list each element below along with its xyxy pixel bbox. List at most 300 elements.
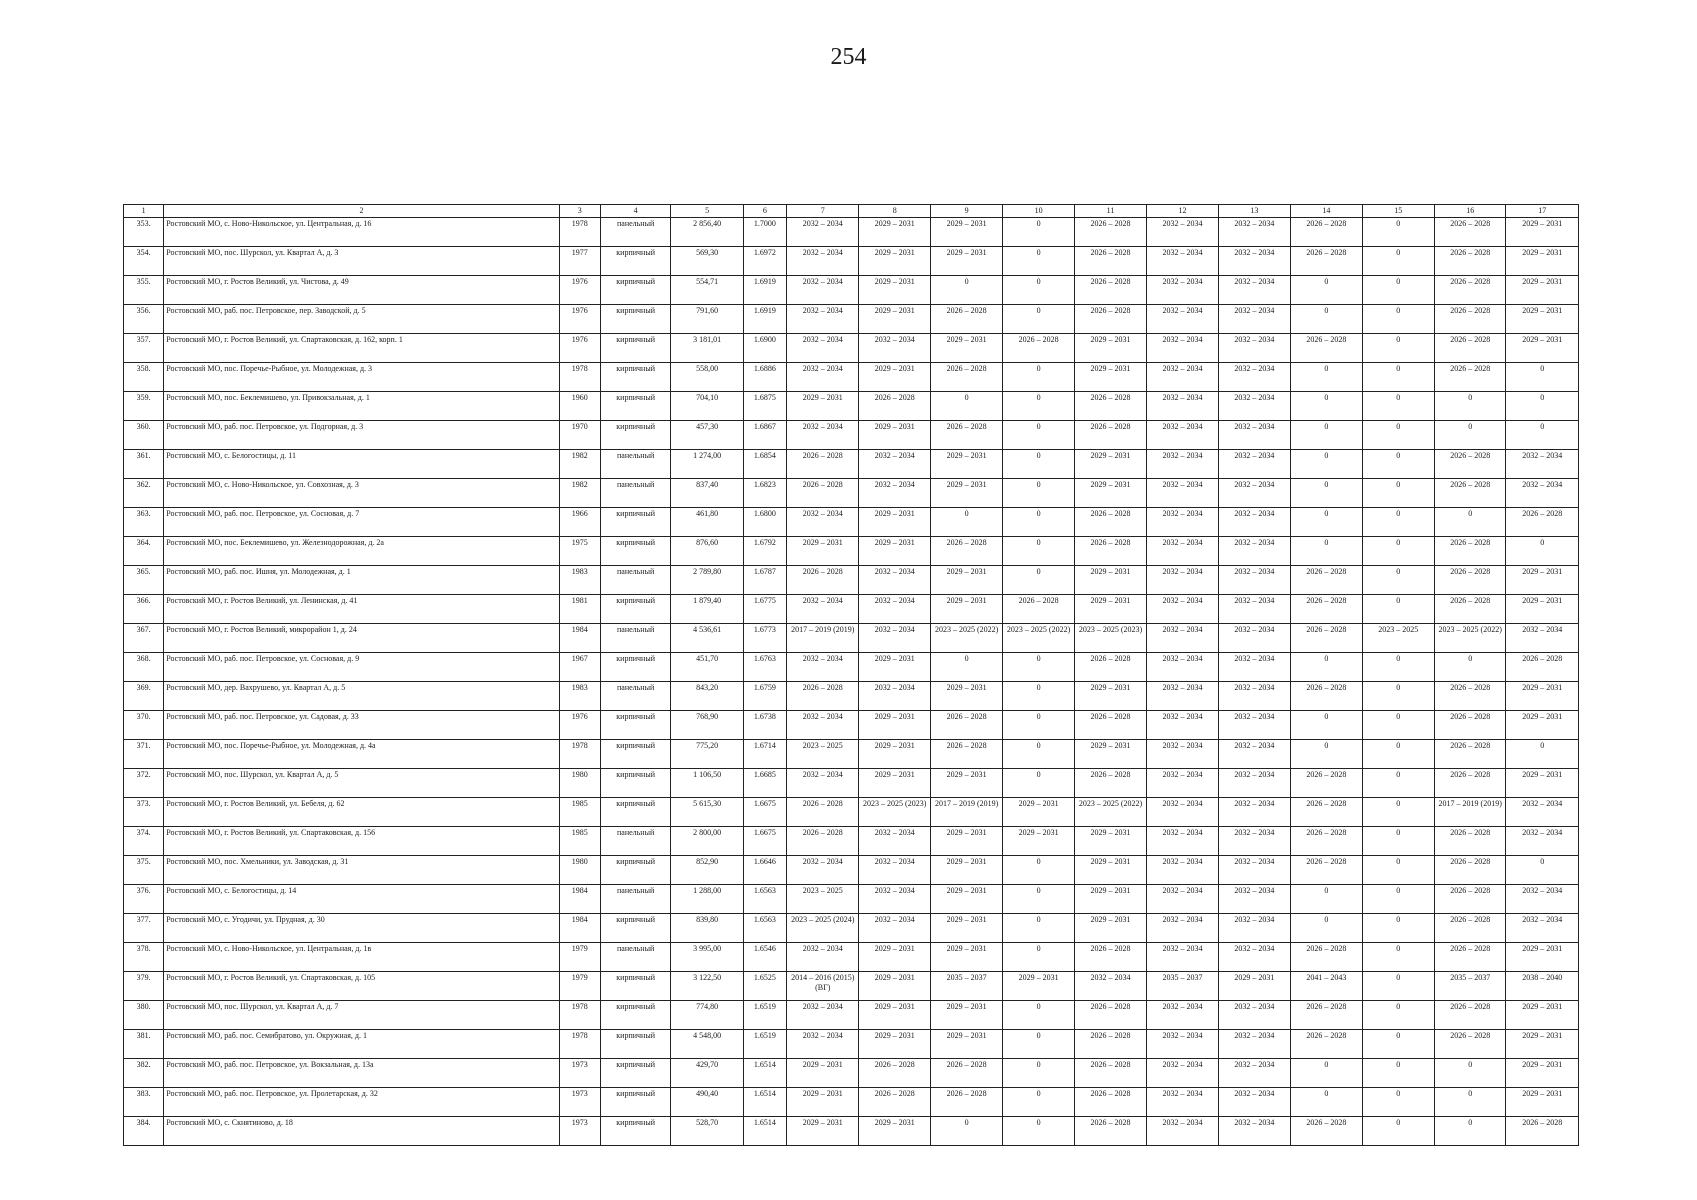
table-cell-col-13: 2032 – 2034 [1218, 798, 1290, 827]
table-cell-col-9: 2026 – 2028 [930, 421, 1002, 450]
table-cell-col-10: 0 [1003, 508, 1074, 537]
table-cell-col-1: 371. [124, 740, 164, 769]
table-cell-col-1: 375. [124, 856, 164, 885]
table-cell-col-14: 2026 – 2028 [1291, 856, 1362, 885]
table-cell-col-15: 0 [1362, 1088, 1434, 1117]
table-cell-col-13: 2032 – 2034 [1218, 653, 1290, 682]
table-cell-col-14: 2026 – 2028 [1291, 943, 1362, 972]
table-cell-col-12: 2032 – 2034 [1147, 247, 1218, 276]
table-cell-col-15: 0 [1362, 682, 1434, 711]
table-cell-col-15: 0 [1362, 508, 1434, 537]
table-cell-col-8: 2029 – 2031 [859, 1001, 930, 1030]
table-cell-col-7: 2029 – 2031 [787, 1117, 859, 1146]
table-row [124, 856, 1579, 885]
table-cell-col-1: 356. [124, 305, 164, 334]
table-cell-col-4: кирпичный [600, 972, 670, 1001]
table-cell-col-17: 2029 – 2031 [1506, 334, 1579, 363]
table-cell-col-2: Ростовский МО, с. Ново-Никольское, ул. Совхозная, д. 3 [164, 479, 559, 508]
table-cell-col-10: 2029 – 2031 [1003, 972, 1074, 1001]
table-cell-col-14: 2026 – 2028 [1291, 682, 1362, 711]
table-cell-col-8: 2032 – 2034 [859, 827, 930, 856]
table-cell-col-17: 0 [1506, 856, 1579, 885]
table-cell-col-7: 2026 – 2028 [787, 682, 859, 711]
column-header-15: 15 [1362, 205, 1434, 218]
table-cell-col-13: 2032 – 2034 [1218, 508, 1290, 537]
table-cell-col-12: 2032 – 2034 [1147, 914, 1218, 943]
table-cell-col-12: 2032 – 2034 [1147, 450, 1218, 479]
table-cell-col-6: 1.6775 [743, 595, 786, 624]
table-cell-col-16: 2026 – 2028 [1434, 363, 1505, 392]
table-cell-col-11: 2029 – 2031 [1074, 827, 1146, 856]
table-cell-col-1: 363. [124, 508, 164, 537]
table-row [124, 885, 1579, 914]
table-cell-col-8: 2029 – 2031 [859, 537, 930, 566]
table-cell-col-4: кирпичный [600, 1117, 670, 1146]
table-cell-col-17: 0 [1506, 421, 1579, 450]
table-cell-col-3: 1976 [559, 334, 600, 363]
table-cell-col-2: Ростовский МО, пос. Беклемишево, ул. Привокзальная, д. 1 [164, 392, 559, 421]
table-cell-col-16: 2026 – 2028 [1434, 856, 1505, 885]
table-cell-col-2: Ростовский МО, раб. пос. Семибратово, ул. Окружная, д. 1 [164, 1030, 559, 1059]
table-cell-col-14: 0 [1291, 740, 1362, 769]
table-cell-col-17: 2029 – 2031 [1506, 682, 1579, 711]
table-cell-col-2: Ростовский МО, пос. Шурскол, ул. Квартал А, д. 7 [164, 1001, 559, 1030]
table-cell-col-1: 374. [124, 827, 164, 856]
table-cell-col-14: 0 [1291, 653, 1362, 682]
table-cell-col-1: 376. [124, 885, 164, 914]
table-cell-col-11: 2026 – 2028 [1074, 1088, 1146, 1117]
table-cell-col-7: 2026 – 2028 [787, 566, 859, 595]
table-cell-col-5: 876,60 [671, 537, 743, 566]
table-cell-col-12: 2032 – 2034 [1147, 566, 1218, 595]
table-cell-col-9: 2029 – 2031 [930, 769, 1002, 798]
table-cell-col-13: 2032 – 2034 [1218, 363, 1290, 392]
table-cell-col-6: 1.6563 [743, 885, 786, 914]
table-cell-col-3: 1976 [559, 711, 600, 740]
table-cell-col-17: 2029 – 2031 [1506, 943, 1579, 972]
table-cell-col-1: 378. [124, 943, 164, 972]
table-cell-col-4: кирпичный [600, 914, 670, 943]
table-cell-col-14: 0 [1291, 363, 1362, 392]
table-cell-col-3: 1982 [559, 479, 600, 508]
table-cell-col-12: 2035 – 2037 [1147, 972, 1218, 1001]
table-cell-col-11: 2026 – 2028 [1074, 305, 1146, 334]
table-cell-col-9: 0 [930, 276, 1002, 305]
table-cell-col-12: 2032 – 2034 [1147, 856, 1218, 885]
table-cell-col-1: 357. [124, 334, 164, 363]
table-cell-col-9: 2029 – 2031 [930, 247, 1002, 276]
table-cell-col-5: 1 274,00 [671, 450, 743, 479]
table-cell-col-16: 2026 – 2028 [1434, 276, 1505, 305]
table-cell-col-12: 2032 – 2034 [1147, 595, 1218, 624]
table-cell-col-16: 0 [1434, 508, 1505, 537]
table-cell-col-11: 2023 – 2025 (2023) [1074, 624, 1146, 653]
table-cell-col-5: 774,80 [671, 1001, 743, 1030]
table-cell-col-13: 2032 – 2034 [1218, 1001, 1290, 1030]
table-cell-col-4: кирпичный [600, 392, 670, 421]
table-cell-col-16: 0 [1434, 1088, 1505, 1117]
table-cell-col-13: 2032 – 2034 [1218, 914, 1290, 943]
table-cell-col-10: 0 [1003, 276, 1074, 305]
table-cell-col-15: 0 [1362, 856, 1434, 885]
table-cell-col-7: 2032 – 2034 [787, 943, 859, 972]
table-cell-col-11: 2029 – 2031 [1074, 856, 1146, 885]
table-cell-col-3: 1976 [559, 276, 600, 305]
table-cell-col-17: 0 [1506, 537, 1579, 566]
table-cell-col-8: 2029 – 2031 [859, 305, 930, 334]
table-cell-col-17: 2029 – 2031 [1506, 218, 1579, 247]
table-cell-col-1: 361. [124, 450, 164, 479]
table-cell-col-2: Ростовский МО, г. Ростов Великий, ул. Ленинская, д. 41 [164, 595, 559, 624]
table-cell-col-14: 0 [1291, 276, 1362, 305]
table-cell-col-3: 1978 [559, 1030, 600, 1059]
table-cell-col-5: 451,70 [671, 653, 743, 682]
table-cell-col-9: 2029 – 2031 [930, 450, 1002, 479]
table-cell-col-4: панельный [600, 682, 670, 711]
table-cell-col-8: 2026 – 2028 [859, 1088, 930, 1117]
table-cell-col-12: 2032 – 2034 [1147, 740, 1218, 769]
table-cell-col-10: 2029 – 2031 [1003, 827, 1074, 856]
table-cell-col-1: 384. [124, 1117, 164, 1146]
table-row [124, 624, 1579, 653]
table-cell-col-8: 2029 – 2031 [859, 653, 930, 682]
table-cell-col-11: 2029 – 2031 [1074, 885, 1146, 914]
table-cell-col-4: кирпичный [600, 740, 670, 769]
table-cell-col-8: 2032 – 2034 [859, 624, 930, 653]
table-cell-col-17: 0 [1506, 363, 1579, 392]
table-cell-col-11: 2029 – 2031 [1074, 740, 1146, 769]
table-cell-col-11: 2026 – 2028 [1074, 1117, 1146, 1146]
table-cell-col-2: Ростовский МО, г. Ростов Великий, ул. Чистова, д. 49 [164, 276, 559, 305]
table-cell-col-8: 2029 – 2031 [859, 943, 930, 972]
table-cell-col-5: 768,90 [671, 711, 743, 740]
table-cell-col-15: 0 [1362, 218, 1434, 247]
table-cell-col-8: 2029 – 2031 [859, 363, 930, 392]
table-cell-col-15: 0 [1362, 305, 1434, 334]
table-cell-col-1: 366. [124, 595, 164, 624]
column-header-9: 9 [930, 205, 1002, 218]
table-cell-col-15: 0 [1362, 972, 1434, 1001]
table-cell-col-12: 2032 – 2034 [1147, 1117, 1218, 1146]
table-cell-col-9: 2026 – 2028 [930, 740, 1002, 769]
table-cell-col-8: 2029 – 2031 [859, 740, 930, 769]
table-cell-col-1: 369. [124, 682, 164, 711]
table-cell-col-6: 1.6972 [743, 247, 786, 276]
table-row [124, 508, 1579, 537]
table-cell-col-10: 0 [1003, 566, 1074, 595]
table-cell-col-12: 2032 – 2034 [1147, 363, 1218, 392]
table-cell-col-6: 1.7000 [743, 218, 786, 247]
table-cell-col-14: 2041 – 2043 [1291, 972, 1362, 1001]
table-cell-col-5: 3 995,00 [671, 943, 743, 972]
table-cell-col-15: 0 [1362, 479, 1434, 508]
table-cell-col-12: 2032 – 2034 [1147, 537, 1218, 566]
table-cell-col-8: 2032 – 2034 [859, 914, 930, 943]
table-cell-col-3: 1979 [559, 943, 600, 972]
table-cell-col-9: 0 [930, 508, 1002, 537]
table-cell-col-3: 1970 [559, 421, 600, 450]
table-cell-col-9: 2029 – 2031 [930, 943, 1002, 972]
table-cell-col-1: 370. [124, 711, 164, 740]
table-row [124, 247, 1579, 276]
column-header-6: 6 [743, 205, 786, 218]
table-cell-col-11: 2026 – 2028 [1074, 1059, 1146, 1088]
table-cell-col-14: 2026 – 2028 [1291, 1030, 1362, 1059]
table-row [124, 798, 1579, 827]
table-cell-col-8: 2029 – 2031 [859, 218, 930, 247]
table-cell-col-5: 2 800,00 [671, 827, 743, 856]
table-cell-col-16: 0 [1434, 1117, 1505, 1146]
table-cell-col-11: 2029 – 2031 [1074, 334, 1146, 363]
table-cell-col-3: 1960 [559, 392, 600, 421]
table-cell-col-10: 0 [1003, 1059, 1074, 1088]
column-header-13: 13 [1218, 205, 1290, 218]
table-cell-col-13: 2032 – 2034 [1218, 943, 1290, 972]
table-cell-col-17: 2029 – 2031 [1506, 1030, 1579, 1059]
table-cell-col-6: 1.6900 [743, 334, 786, 363]
table-cell-col-10: 0 [1003, 363, 1074, 392]
table-cell-col-11: 2023 – 2025 (2022) [1074, 798, 1146, 827]
table-cell-col-10: 0 [1003, 305, 1074, 334]
table-cell-col-16: 2026 – 2028 [1434, 1001, 1505, 1030]
table-cell-col-12: 2032 – 2034 [1147, 798, 1218, 827]
table-cell-col-6: 1.6854 [743, 450, 786, 479]
table-cell-col-3: 1983 [559, 566, 600, 595]
table-cell-col-5: 837,40 [671, 479, 743, 508]
table-cell-col-6: 1.6563 [743, 914, 786, 943]
table-cell-col-13: 2032 – 2034 [1218, 334, 1290, 363]
table-cell-col-11: 2026 – 2028 [1074, 537, 1146, 566]
table-cell-col-1: 381. [124, 1030, 164, 1059]
table-cell-col-6: 1.6875 [743, 392, 786, 421]
table-cell-col-10: 2026 – 2028 [1003, 595, 1074, 624]
table-cell-col-7: 2032 – 2034 [787, 421, 859, 450]
table-cell-col-15: 0 [1362, 276, 1434, 305]
table-cell-col-6: 1.6514 [743, 1059, 786, 1088]
table-cell-col-14: 2026 – 2028 [1291, 247, 1362, 276]
table-cell-col-15: 0 [1362, 769, 1434, 798]
table-cell-col-16: 2026 – 2028 [1434, 885, 1505, 914]
table-cell-col-16: 2026 – 2028 [1434, 595, 1505, 624]
table-cell-col-10: 0 [1003, 769, 1074, 798]
table-body [124, 218, 1579, 1146]
table-cell-col-2: Ростовский МО, с. Ново-Никольское, ул. Центральная, д. 16 [164, 218, 559, 247]
table-cell-col-14: 2026 – 2028 [1291, 1117, 1362, 1146]
table-cell-col-4: кирпичный [600, 276, 670, 305]
table-cell-col-17: 2029 – 2031 [1506, 1001, 1579, 1030]
table-cell-col-15: 0 [1362, 450, 1434, 479]
column-header-14: 14 [1291, 205, 1362, 218]
table-cell-col-1: 359. [124, 392, 164, 421]
table-row [124, 711, 1579, 740]
table-cell-col-10: 0 [1003, 218, 1074, 247]
table-cell-col-7: 2032 – 2034 [787, 653, 859, 682]
table-cell-col-4: кирпичный [600, 305, 670, 334]
table-cell-col-11: 2026 – 2028 [1074, 421, 1146, 450]
table-cell-col-4: кирпичный [600, 334, 670, 363]
table-cell-col-14: 2026 – 2028 [1291, 624, 1362, 653]
table-cell-col-2: Ростовский МО, раб. пос. Петровское, ул. Подгорная, д. 3 [164, 421, 559, 450]
table-cell-col-4: кирпичный [600, 537, 670, 566]
table-cell-col-5: 3 181,01 [671, 334, 743, 363]
table-cell-col-13: 2032 – 2034 [1218, 595, 1290, 624]
table-cell-col-6: 1.6738 [743, 711, 786, 740]
table-cell-col-4: панельный [600, 218, 670, 247]
table-cell-col-6: 1.6519 [743, 1030, 786, 1059]
table-cell-col-12: 2032 – 2034 [1147, 508, 1218, 537]
table-row [124, 682, 1579, 711]
table-cell-col-6: 1.6519 [743, 1001, 786, 1030]
table-cell-col-13: 2032 – 2034 [1218, 624, 1290, 653]
table-cell-col-4: кирпичный [600, 1030, 670, 1059]
table-cell-col-7: 2032 – 2034 [787, 247, 859, 276]
table-cell-col-11: 2026 – 2028 [1074, 711, 1146, 740]
table-cell-col-2: Ростовский МО, раб. пос. Петровское, ул. Сосновая, д. 9 [164, 653, 559, 682]
table-cell-col-11: 2029 – 2031 [1074, 479, 1146, 508]
table-cell-col-2: Ростовский МО, пос. Шурскол, ул. Квартал А, д. 5 [164, 769, 559, 798]
table-cell-col-12: 2032 – 2034 [1147, 218, 1218, 247]
table-cell-col-10: 0 [1003, 856, 1074, 885]
table-cell-col-1: 355. [124, 276, 164, 305]
table-cell-col-10: 0 [1003, 885, 1074, 914]
table-cell-col-6: 1.6714 [743, 740, 786, 769]
table-cell-col-17: 2032 – 2034 [1506, 450, 1579, 479]
table-cell-col-15: 0 [1362, 595, 1434, 624]
table-cell-col-17: 2026 – 2028 [1506, 653, 1579, 682]
table-cell-col-13: 2032 – 2034 [1218, 566, 1290, 595]
table-cell-col-5: 4 548,00 [671, 1030, 743, 1059]
table-cell-col-3: 1978 [559, 1001, 600, 1030]
table-cell-col-7: 2026 – 2028 [787, 479, 859, 508]
table-cell-col-7: 2032 – 2034 [787, 595, 859, 624]
table-cell-col-10: 0 [1003, 682, 1074, 711]
table-cell-col-9: 2029 – 2031 [930, 595, 1002, 624]
table-cell-col-15: 0 [1362, 566, 1434, 595]
table-row [124, 479, 1579, 508]
table-cell-col-2: Ростовский МО, г. Ростов Великий, ул. Спартаковская, д. 162, корп. 1 [164, 334, 559, 363]
table-cell-col-5: 5 615,30 [671, 798, 743, 827]
table-cell-col-12: 2032 – 2034 [1147, 421, 1218, 450]
table-cell-col-13: 2029 – 2031 [1218, 972, 1290, 1001]
table-cell-col-5: 4 536,61 [671, 624, 743, 653]
table-cell-col-12: 2032 – 2034 [1147, 885, 1218, 914]
table-cell-col-14: 2026 – 2028 [1291, 769, 1362, 798]
table-cell-col-8: 2032 – 2034 [859, 885, 930, 914]
table-cell-col-6: 1.6886 [743, 363, 786, 392]
table-cell-col-3: 1976 [559, 305, 600, 334]
table-cell-col-4: панельный [600, 450, 670, 479]
table-cell-col-4: панельный [600, 624, 670, 653]
table-cell-col-11: 2026 – 2028 [1074, 218, 1146, 247]
table-cell-col-8: 2032 – 2034 [859, 856, 930, 885]
table-cell-col-1: 365. [124, 566, 164, 595]
table-cell-col-7: 2026 – 2028 [787, 450, 859, 479]
table-cell-col-3: 1982 [559, 450, 600, 479]
table-cell-col-4: панельный [600, 479, 670, 508]
table-cell-col-7: 2032 – 2034 [787, 276, 859, 305]
table-cell-col-9: 2017 – 2019 (2019) [930, 798, 1002, 827]
table-cell-col-4: кирпичный [600, 363, 670, 392]
table-cell-col-9: 2026 – 2028 [930, 537, 1002, 566]
table-cell-col-3: 1980 [559, 769, 600, 798]
table-cell-col-12: 2032 – 2034 [1147, 1088, 1218, 1117]
table-cell-col-12: 2032 – 2034 [1147, 334, 1218, 363]
table-cell-col-15: 0 [1362, 392, 1434, 421]
table-cell-col-7: 2032 – 2034 [787, 218, 859, 247]
table-cell-col-16: 2026 – 2028 [1434, 682, 1505, 711]
column-header-7: 7 [787, 205, 859, 218]
table-cell-col-13: 2032 – 2034 [1218, 1059, 1290, 1088]
column-number-row [124, 205, 1579, 218]
table-cell-col-9: 2029 – 2031 [930, 827, 1002, 856]
table-cell-col-5: 569,30 [671, 247, 743, 276]
table-cell-col-16: 2026 – 2028 [1434, 247, 1505, 276]
table-cell-col-14: 2026 – 2028 [1291, 218, 1362, 247]
table-cell-col-15: 0 [1362, 943, 1434, 972]
table-cell-col-17: 2029 – 2031 [1506, 566, 1579, 595]
table-cell-col-14: 0 [1291, 711, 1362, 740]
table-cell-col-4: кирпичный [600, 1001, 670, 1030]
table-cell-col-12: 2032 – 2034 [1147, 624, 1218, 653]
table-cell-col-1: 364. [124, 537, 164, 566]
table-cell-col-13: 2032 – 2034 [1218, 218, 1290, 247]
table-cell-col-10: 0 [1003, 421, 1074, 450]
table-cell-col-3: 1981 [559, 595, 600, 624]
table-cell-col-16: 0 [1434, 653, 1505, 682]
table-cell-col-6: 1.6792 [743, 537, 786, 566]
table-cell-col-16: 2026 – 2028 [1434, 334, 1505, 363]
table-cell-col-15: 0 [1362, 827, 1434, 856]
table-cell-col-13: 2032 – 2034 [1218, 537, 1290, 566]
table-cell-col-10: 0 [1003, 653, 1074, 682]
table-cell-col-7: 2023 – 2025 [787, 885, 859, 914]
table-cell-col-1: 383. [124, 1088, 164, 1117]
table-cell-col-12: 2032 – 2034 [1147, 682, 1218, 711]
table-cell-col-13: 2032 – 2034 [1218, 305, 1290, 334]
table-cell-col-15: 0 [1362, 798, 1434, 827]
table-cell-col-6: 1.6685 [743, 769, 786, 798]
table-cell-col-15: 0 [1362, 1030, 1434, 1059]
page-number: 254 [830, 44, 867, 70]
table-cell-col-17: 2032 – 2034 [1506, 885, 1579, 914]
table-cell-col-6: 1.6546 [743, 943, 786, 972]
table-row [124, 769, 1579, 798]
table-cell-col-7: 2032 – 2034 [787, 334, 859, 363]
table-row [124, 914, 1579, 943]
table-cell-col-5: 843,20 [671, 682, 743, 711]
table-cell-col-9: 2029 – 2031 [930, 566, 1002, 595]
column-header-8: 8 [859, 205, 930, 218]
table-cell-col-6: 1.6763 [743, 653, 786, 682]
table-cell-col-8: 2029 – 2031 [859, 247, 930, 276]
table-cell-col-2: Ростовский МО, с. Ново-Никольское, ул. Центральная, д. 1в [164, 943, 559, 972]
table-cell-col-12: 2032 – 2034 [1147, 276, 1218, 305]
table-cell-col-12: 2032 – 2034 [1147, 827, 1218, 856]
table-cell-col-13: 2032 – 2034 [1218, 276, 1290, 305]
table-cell-col-4: панельный [600, 943, 670, 972]
table-cell-col-5: 2 789,80 [671, 566, 743, 595]
table-cell-col-5: 852,90 [671, 856, 743, 885]
table-cell-col-2: Ростовский МО, с. Белогостицы, д. 14 [164, 885, 559, 914]
table-cell-col-7: 2029 – 2031 [787, 537, 859, 566]
table-cell-col-11: 2029 – 2031 [1074, 450, 1146, 479]
table-cell-col-7: 2032 – 2034 [787, 508, 859, 537]
table-cell-col-2: Ростовский МО, г. Ростов Великий, ул. Спартаковская, д. 156 [164, 827, 559, 856]
table-cell-col-15: 0 [1362, 740, 1434, 769]
table-cell-col-3: 1973 [559, 1059, 600, 1088]
table-cell-col-11: 2026 – 2028 [1074, 769, 1146, 798]
table-row [124, 334, 1579, 363]
